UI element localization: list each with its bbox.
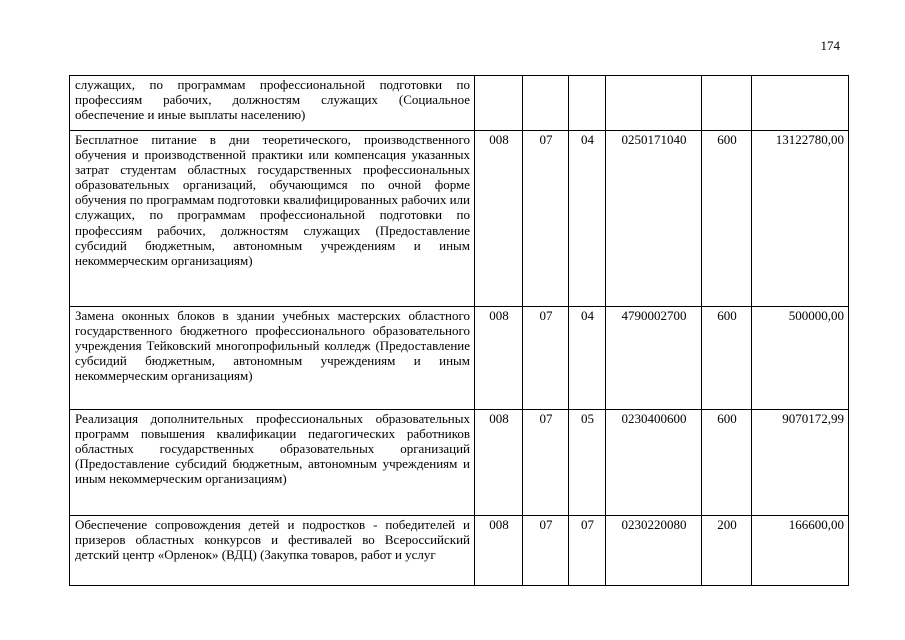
section-code: 07: [523, 131, 569, 307]
amount: 500000,00: [752, 307, 849, 410]
amount: [752, 76, 849, 131]
target-article-code: [606, 76, 702, 131]
page-number: 174: [820, 38, 840, 53]
subsection-code: 05: [569, 410, 606, 516]
ministry-code: 008: [475, 410, 523, 516]
section-code: 07: [523, 410, 569, 516]
row-description: Замена оконных блоков в здании учебных мастерских областного государственного бюджетного профессионального образовательного учреждения Тейковский многопрофильный колледж (Предоставление субсидий бюджетным, автономным учреждениям и иным некоммерческим организациям): [70, 307, 475, 410]
section-code: 07: [523, 307, 569, 410]
ministry-code: 008: [475, 307, 523, 410]
target-article-code: 4790002700: [606, 307, 702, 410]
expense-type-code: 600: [702, 307, 752, 410]
amount: 166600,00: [752, 516, 849, 586]
target-article-code: 0230400600: [606, 410, 702, 516]
section-code: [523, 76, 569, 131]
amount: 9070172,99: [752, 410, 849, 516]
subsection-code: 04: [569, 307, 606, 410]
table-row: [70, 410, 849, 516]
expense-type-code: [702, 76, 752, 131]
target-article-code: 0250171040: [606, 131, 702, 307]
subsection-code: [569, 76, 606, 131]
row-description: Бесплатное питание в дни теоретического, производственного обучения и производственной практики или компенсация указанных затрат студентам областных государственных профессиональных образовательных организаций, обучающимся по очной форме обучения по программам подготовки квалифицированных рабочих или служащих, по программам профессиональной подготовки по профессиям рабочих, должностям служащих (Предоставление субсидий бюджетным, автономным учреждениям и иным некоммерческим организациям): [70, 131, 475, 307]
table-row: [70, 76, 849, 131]
ministry-code: 008: [475, 516, 523, 586]
expense-type-code: 600: [702, 410, 752, 516]
amount: 13122780,00: [752, 131, 849, 307]
table-row: [70, 307, 849, 410]
row-description: служащих, по программам профессиональной подготовки по профессиям рабочих, должностям служащих (Социальное обеспечение и иные выплаты населению): [70, 76, 475, 131]
table-row: [70, 131, 849, 307]
expense-type-code: 600: [702, 131, 752, 307]
subsection-code: 07: [569, 516, 606, 586]
row-description: Реализация дополнительных профессиональных образовательных программ повышения квалификации педагогических работников областных государственных образовательных организаций (Предоставление субсидий бюджетным, автономным учреждениям и иным некоммерческим организациям): [70, 410, 475, 516]
expense-type-code: 200: [702, 516, 752, 586]
ministry-code: 008: [475, 131, 523, 307]
subsection-code: 04: [569, 131, 606, 307]
budget-table: [69, 75, 849, 586]
table-row: [70, 516, 849, 586]
ministry-code: [475, 76, 523, 131]
row-description: Обеспечение сопровождения детей и подростков - победителей и призеров областных конкурсов и фестивалей во Всероссийский детский центр «Орленок» (ВДЦ) (Закупка товаров, работ и услуг: [70, 516, 475, 586]
section-code: 07: [523, 516, 569, 586]
target-article-code: 0230220080: [606, 516, 702, 586]
